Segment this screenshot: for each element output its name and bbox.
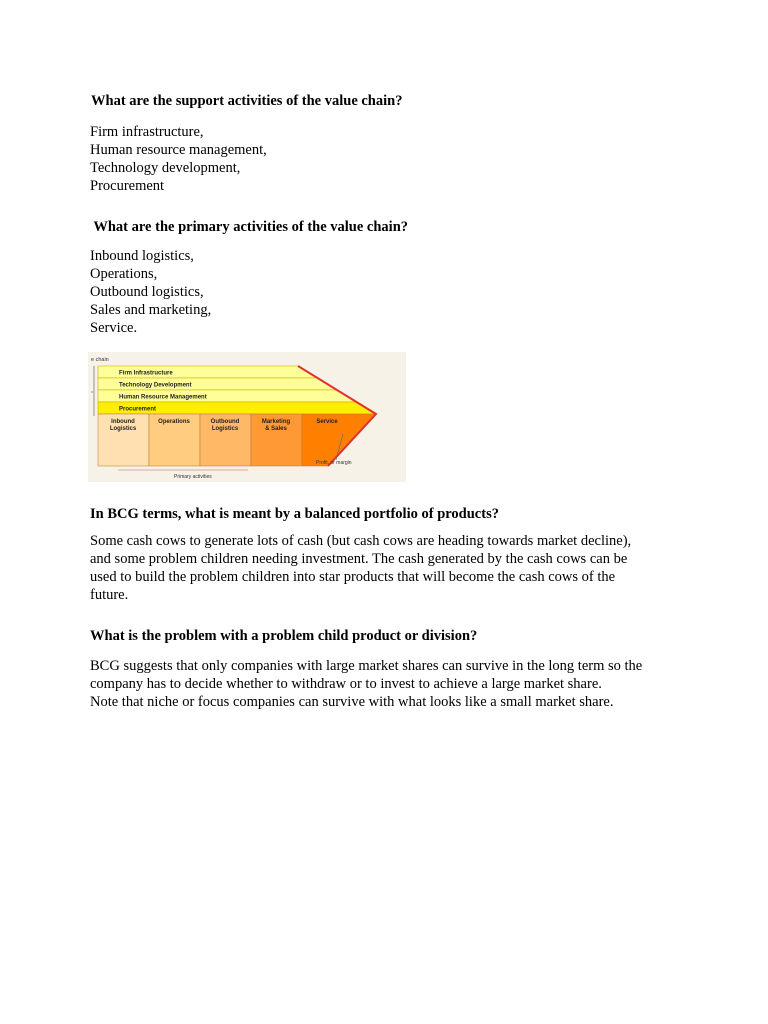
list-item: Operations, — [90, 266, 158, 282]
list-item: Human resource management, — [90, 142, 267, 158]
primary-box-label: Operations — [158, 419, 190, 425]
answer-problem-child — [90, 657, 690, 711]
question-primary-activities: What are the primary activities of the value chain? — [90, 219, 409, 235]
primary-box-label: Logistics — [109, 426, 137, 432]
paragraph-line: Some cash cows to generate lots of cash (but cash cows are heading towards market decline), — [90, 533, 632, 549]
support-band-label: Technology Development — [119, 382, 192, 389]
paragraph-line: BCG suggests that only companies with large market shares can survive in the long term so the — [90, 658, 643, 674]
primary-activities-list — [90, 247, 211, 337]
list-item: Outbound logistics, — [90, 284, 204, 300]
value-chain-diagram — [88, 352, 406, 482]
support-band-label: Human Resource Management — [119, 394, 207, 401]
list-item: Sales and marketing, — [90, 302, 212, 318]
support-activities-list — [90, 123, 267, 195]
question-balanced-portfolio: In BCG terms, what is meant by a balanced portfolio of products? — [90, 506, 499, 522]
primary-box-label: Outbound — [210, 419, 240, 425]
margin-label: Profit, or margin — [316, 460, 352, 466]
primary-activities-label: Primary activities — [174, 474, 212, 480]
list-item: Firm infrastructure, — [90, 124, 204, 140]
question-support-activities: What are the support activities of the value chain? — [91, 93, 403, 109]
paragraph-line: used to build the problem children into star products that will become the cash cows of the — [90, 569, 616, 585]
primary-box-label: Logistics — [211, 426, 239, 432]
question-problem-child: What is the problem with a problem child product or division? — [90, 628, 478, 644]
list-item: Service. — [90, 320, 138, 336]
paragraph-line: Note that niche or focus companies can survive with what looks like a small market share. — [90, 694, 614, 710]
support-band-label: Firm Infrastructure — [119, 370, 173, 377]
paragraph-line: future. — [90, 587, 129, 603]
list-item: Technology development, — [90, 160, 241, 176]
primary-box-label: & Sales — [265, 426, 287, 432]
list-item: Procurement — [90, 178, 165, 194]
paragraph-line: and some problem children needing investment. The cash generated by the cash cows can be — [90, 551, 628, 567]
list-item: Inbound logistics, — [90, 248, 194, 264]
primary-box-label: Marketing — [261, 419, 291, 425]
primary-box-label: Inbound — [111, 419, 135, 425]
support-band-label: Procurement — [119, 406, 157, 413]
paragraph-line: company has to decide whether to withdraw or to invest to achieve a large market share. — [90, 676, 602, 692]
primary-box-label: Service — [316, 419, 338, 425]
answer-balanced-portfolio — [90, 532, 690, 604]
corner-label: e chain — [91, 357, 109, 363]
value-chain-figure — [88, 352, 406, 482]
